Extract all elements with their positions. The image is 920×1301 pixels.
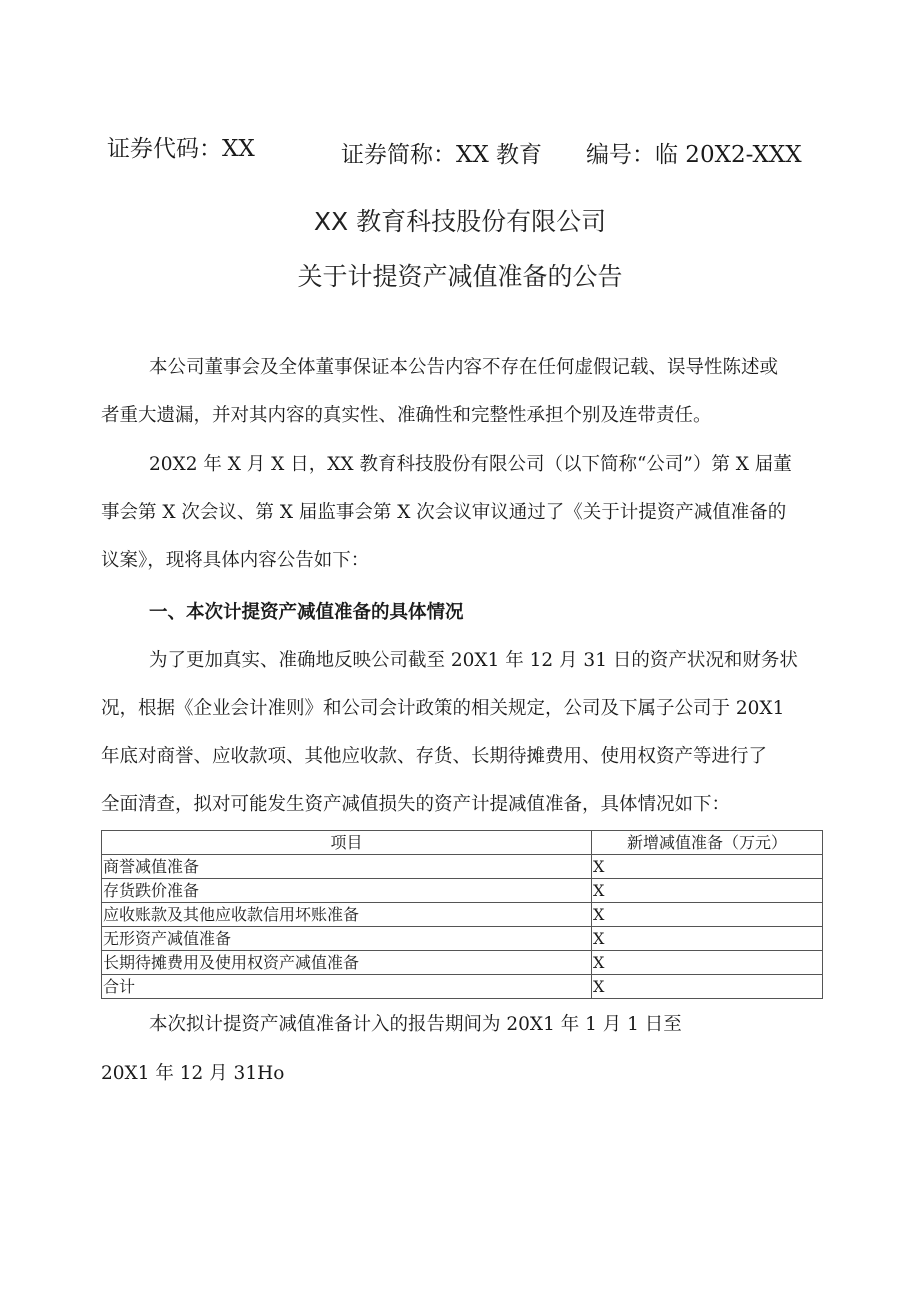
stock-short-name: 证券简称：XX 教育 — [341, 142, 543, 168]
intro-line-3: 议案》，现将具体内容公告如下： — [101, 550, 370, 571]
row-value: X — [592, 975, 823, 999]
row-item: 商誉减值准备 — [102, 855, 592, 879]
section-line-4: 全面清查，拟对可能发生资产减值损失的资产计提减值准备，具体情况如下： — [101, 794, 731, 815]
table-row — [102, 855, 823, 879]
table-row — [102, 903, 823, 927]
table-row — [102, 879, 823, 903]
row-item: 合计 — [102, 975, 592, 999]
row-item: 长期待摊费用及使用权资产减值准备 — [102, 951, 592, 975]
period-line-1: 本次拟计提资产减值准备计入的报告期间为 20X1 年 1 月 1 日至 — [149, 1014, 682, 1035]
section-line-1: 为了更加真实、准确地反映公司截至 20X1 年 12 月 31 日的资产状况和财务状 — [149, 650, 798, 671]
row-value: X — [592, 879, 823, 903]
impairment-table — [101, 830, 823, 999]
period-line-2: 20X1 年 12 月 31Ho — [101, 1063, 285, 1084]
row-value: X — [592, 903, 823, 927]
intro-line-2: 事会第 X 次会议、第 X 届监事会第 X 次会议审议通过了《关于计提资产减值准备的 — [101, 502, 787, 523]
disclaimer-line-2: 者重大遗漏，并对其内容的真实性、准确性和完整性承担个别及连带责任。 — [101, 405, 712, 426]
row-value: X — [592, 855, 823, 879]
section-heading: 一、本次计提资产减值准备的具体情况 — [149, 602, 464, 623]
row-item: 应收账款及其他应收款信用坏账准备 — [102, 903, 592, 927]
header-amount: 新增减值准备（万元） — [592, 831, 823, 855]
table-total-row — [102, 975, 823, 999]
table-row — [102, 951, 823, 975]
announcement-title: 关于计提资产减值准备的公告 — [297, 262, 623, 291]
row-item: 存货跌价准备 — [102, 879, 592, 903]
header-item: 项目 — [102, 831, 592, 855]
announcement-number: 编号：临 20X2-XXX — [586, 142, 802, 168]
table-row — [102, 927, 823, 951]
row-value: X — [592, 951, 823, 975]
row-item: 无形资产减值准备 — [102, 927, 592, 951]
section-line-3: 年底对商誉、应收款项、其他应收款、存货、长期待摊费用、使用权资产等进行了 — [101, 746, 768, 767]
intro-line-1: 20X2 年 X 月 X 日，XX 教育科技股份有限公司（以下简称“公司”）第 X 届董 — [149, 454, 792, 475]
stock-code: 证券代码：XX — [107, 136, 255, 162]
company-title: XX 教育科技股份有限公司 — [313, 207, 607, 236]
section-line-2: 况，根据《企业会计准则》和公司会计政策的相关规定，公司及下属子公司于 20X1 — [101, 698, 785, 719]
disclaimer-line-1: 本公司董事会及全体董事保证本公告内容不存在任何虚假记载、误导性陈述或 — [149, 357, 779, 378]
row-value: X — [592, 927, 823, 951]
table-header-row — [102, 831, 823, 855]
